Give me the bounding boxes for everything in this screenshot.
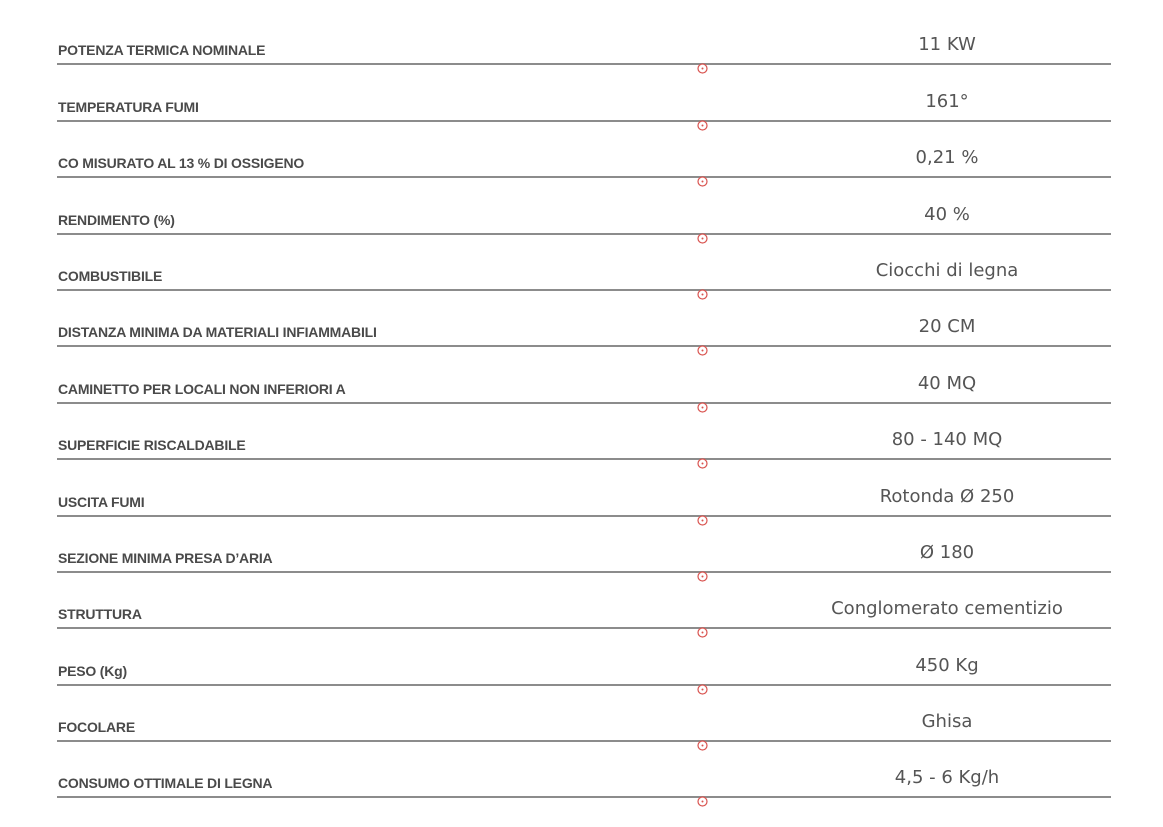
circle-dot-icon: [697, 289, 708, 300]
spec-label: SEZIONE MINIMA PRESA D’ARIA: [58, 549, 273, 566]
spec-row: [57, 309, 1111, 365]
spec-label: TEMPERATURA FUMI: [58, 98, 199, 115]
spec-row: [57, 647, 1111, 703]
row-divider: [57, 458, 1111, 460]
spec-label: PESO (Kg): [58, 662, 127, 679]
spec-row: [57, 591, 1111, 647]
spec-value: Ciocchi di legna: [875, 259, 1019, 281]
row-divider: [57, 571, 1111, 573]
spec-row: [57, 83, 1111, 139]
circle-dot-icon: [697, 402, 708, 413]
spec-label: USCITA FUMI: [58, 493, 145, 510]
row-divider: [57, 176, 1111, 178]
spec-label: DISTANZA MINIMA DA MATERIALI INFIAMMABILI: [58, 324, 377, 341]
spec-value: 40 MQ: [917, 372, 977, 394]
spec-label: CAMINETTO PER LOCALI NON INFERIORI A: [58, 380, 346, 397]
spec-label: FOCOLARE: [58, 719, 135, 736]
circle-dot-icon: [697, 627, 708, 638]
row-divider: [57, 233, 1111, 235]
row-divider: [57, 63, 1111, 65]
row-divider: [57, 796, 1111, 798]
row-divider: [57, 515, 1111, 517]
spec-row: [57, 478, 1111, 534]
spec-value: Conglomerato cementizio: [831, 598, 1063, 620]
spec-row: [57, 253, 1111, 309]
circle-dot-icon: [697, 571, 708, 582]
spec-row: [57, 27, 1111, 83]
circle-dot-icon: [697, 796, 708, 807]
spec-value: 161°: [925, 90, 969, 112]
spec-value: 40 %: [924, 203, 970, 225]
circle-dot-icon: [697, 515, 708, 526]
circle-dot-icon: [697, 233, 708, 244]
row-divider: [57, 345, 1111, 347]
spec-label: RENDIMENTO (%): [58, 211, 175, 228]
spec-row: [57, 140, 1111, 196]
spec-row: [57, 535, 1111, 591]
spec-label: POTENZA TERMICA NOMINALE: [58, 42, 266, 59]
row-divider: [57, 627, 1111, 629]
row-divider: [57, 740, 1111, 742]
row-divider: [57, 684, 1111, 686]
spec-value: Ø 180: [919, 541, 975, 563]
circle-dot-icon: [697, 345, 708, 356]
spec-row: [57, 760, 1111, 816]
spec-value: Rotonda Ø 250: [879, 485, 1015, 507]
spec-row: [57, 196, 1111, 252]
spec-value: 80 - 140 MQ: [891, 429, 1003, 451]
spec-value: Ghisa: [921, 711, 973, 733]
circle-dot-icon: [697, 176, 708, 187]
circle-dot-icon: [697, 63, 708, 74]
row-divider: [57, 402, 1111, 404]
specs-table: [57, 27, 1111, 816]
spec-value: 450 Kg: [915, 654, 979, 676]
row-divider: [57, 120, 1111, 122]
spec-row: [57, 704, 1111, 760]
spec-label: SUPERFICIE RISCALDABILE: [58, 437, 246, 454]
circle-dot-icon: [697, 458, 708, 469]
circle-dot-icon: [697, 684, 708, 695]
spec-value: 20 CM: [918, 316, 976, 338]
spec-label: CO MISURATO AL 13 % DI OSSIGENO: [58, 155, 305, 172]
spec-value: 4,5 - 6 Kg/h: [894, 767, 1000, 789]
circle-dot-icon: [697, 740, 708, 751]
spec-row: [57, 422, 1111, 478]
spec-row: [57, 365, 1111, 421]
spec-value: 0,21 %: [915, 147, 979, 169]
spec-label: STRUTTURA: [58, 606, 142, 623]
spec-label: CONSUMO OTTIMALE DI LEGNA: [58, 775, 273, 792]
spec-value: 11 KW: [918, 34, 976, 56]
circle-dot-icon: [697, 120, 708, 131]
row-divider: [57, 289, 1111, 291]
spec-label: COMBUSTIBILE: [58, 267, 163, 284]
